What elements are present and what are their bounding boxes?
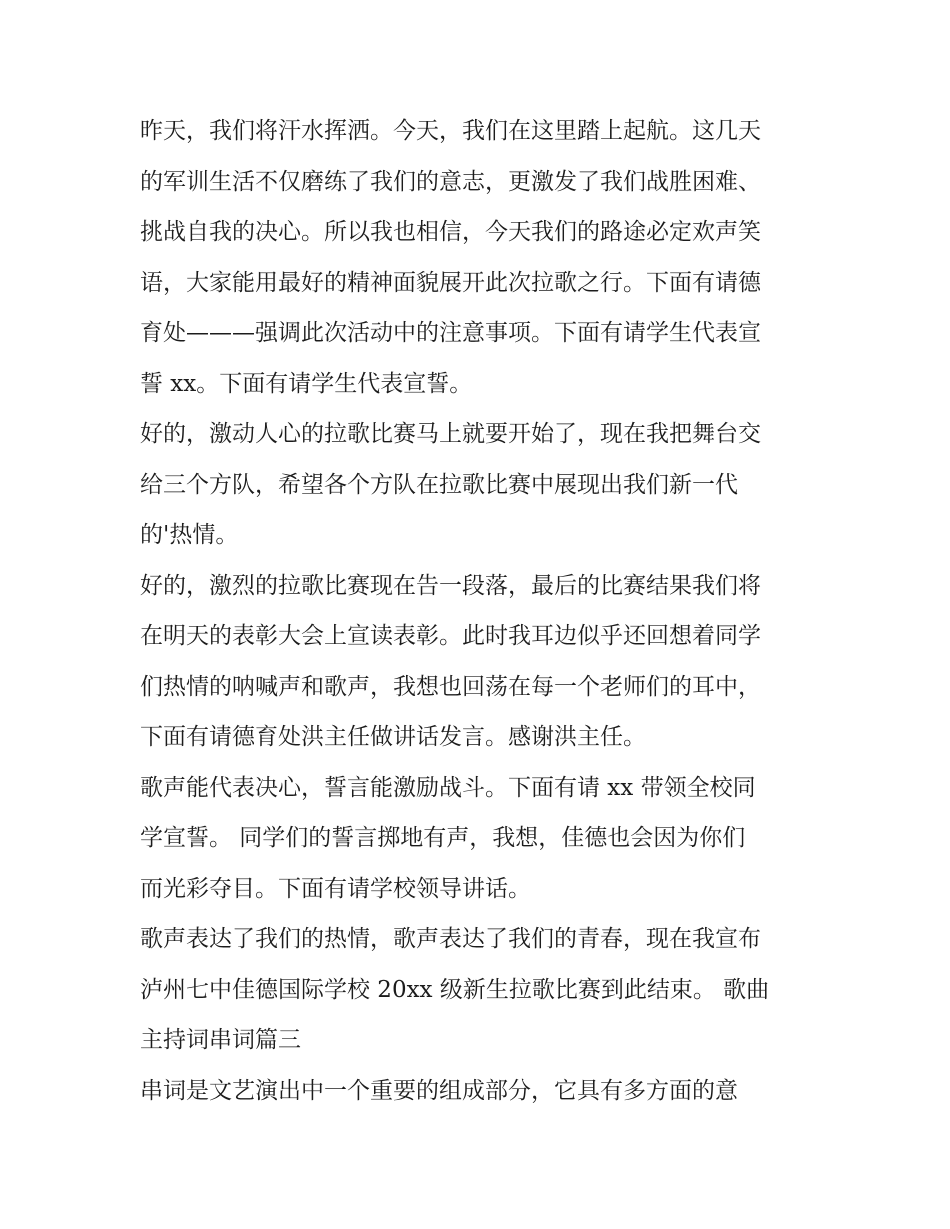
document-body xyxy=(140,106,815,1116)
text-line: 好的，激烈的拉歌比赛现在告一段落，最后的比赛结果我们将 xyxy=(140,572,761,599)
text-line: 育处———强调此次活动中的注意事项。下面有请学生代表宣 xyxy=(140,320,761,346)
text-line: 们热情的呐喊声和歌声，我想也回荡在每一个老师们的耳中， xyxy=(140,673,761,700)
text-line: 语，大家能用最好的精神面貌展开此次拉歌之行。下面有请德 xyxy=(140,269,761,296)
text-line: 誓 xx。下面有请学生代表宣誓。 xyxy=(140,370,473,397)
text-line: 好的，激动人心的拉歌比赛马上就要开始了，现在我把舞台交 xyxy=(140,421,761,447)
text-line: 给三个方队，希望各个方队在拉歌比赛中展现出我们新一代 xyxy=(140,471,738,498)
text-line: 串词是文艺演出中一个重要的组成部分，它具有多方面的意 xyxy=(140,1077,738,1104)
text-line: 学宣誓。 同学们的誓言掷地有声，我想，佳德也会因为你们 xyxy=(140,825,746,851)
text-line: 而光彩夺目。下面有请学校领导讲话。 xyxy=(140,875,531,902)
text-line: 的'热情。 xyxy=(140,522,239,548)
text-line: 在明天的表彰大会上宣读表彰。此时我耳边似乎还回想着同学 xyxy=(140,623,761,649)
text-line: 昨天，我们将汗水挥洒。今天，我们在这里踏上起航。这几天 xyxy=(140,118,761,144)
text-line: 挑战自我的决心。所以我也相信，今天我们的路途必定欢声笑 xyxy=(140,219,761,245)
text-line: 泸州七中佳德国际学校 20xx 级新生拉歌比赛到此结束。 歌曲 xyxy=(140,976,770,1003)
text-line: 歌声能代表决心，誓言能激励战斗。下面有请 xx 带领全校同 xyxy=(140,774,756,801)
text-line: 的军训生活不仅磨练了我们的意志，更激发了我们战胜困难、 xyxy=(140,168,761,195)
text-line: 歌声表达了我们的热情，歌声表达了我们的青春，现在我宣布 xyxy=(140,926,761,952)
section-heading: 主持词串词篇三 xyxy=(140,1027,301,1053)
text-line: 下面有请德育处洪主任做讲话发言。感谢洪主任。 xyxy=(140,724,646,750)
